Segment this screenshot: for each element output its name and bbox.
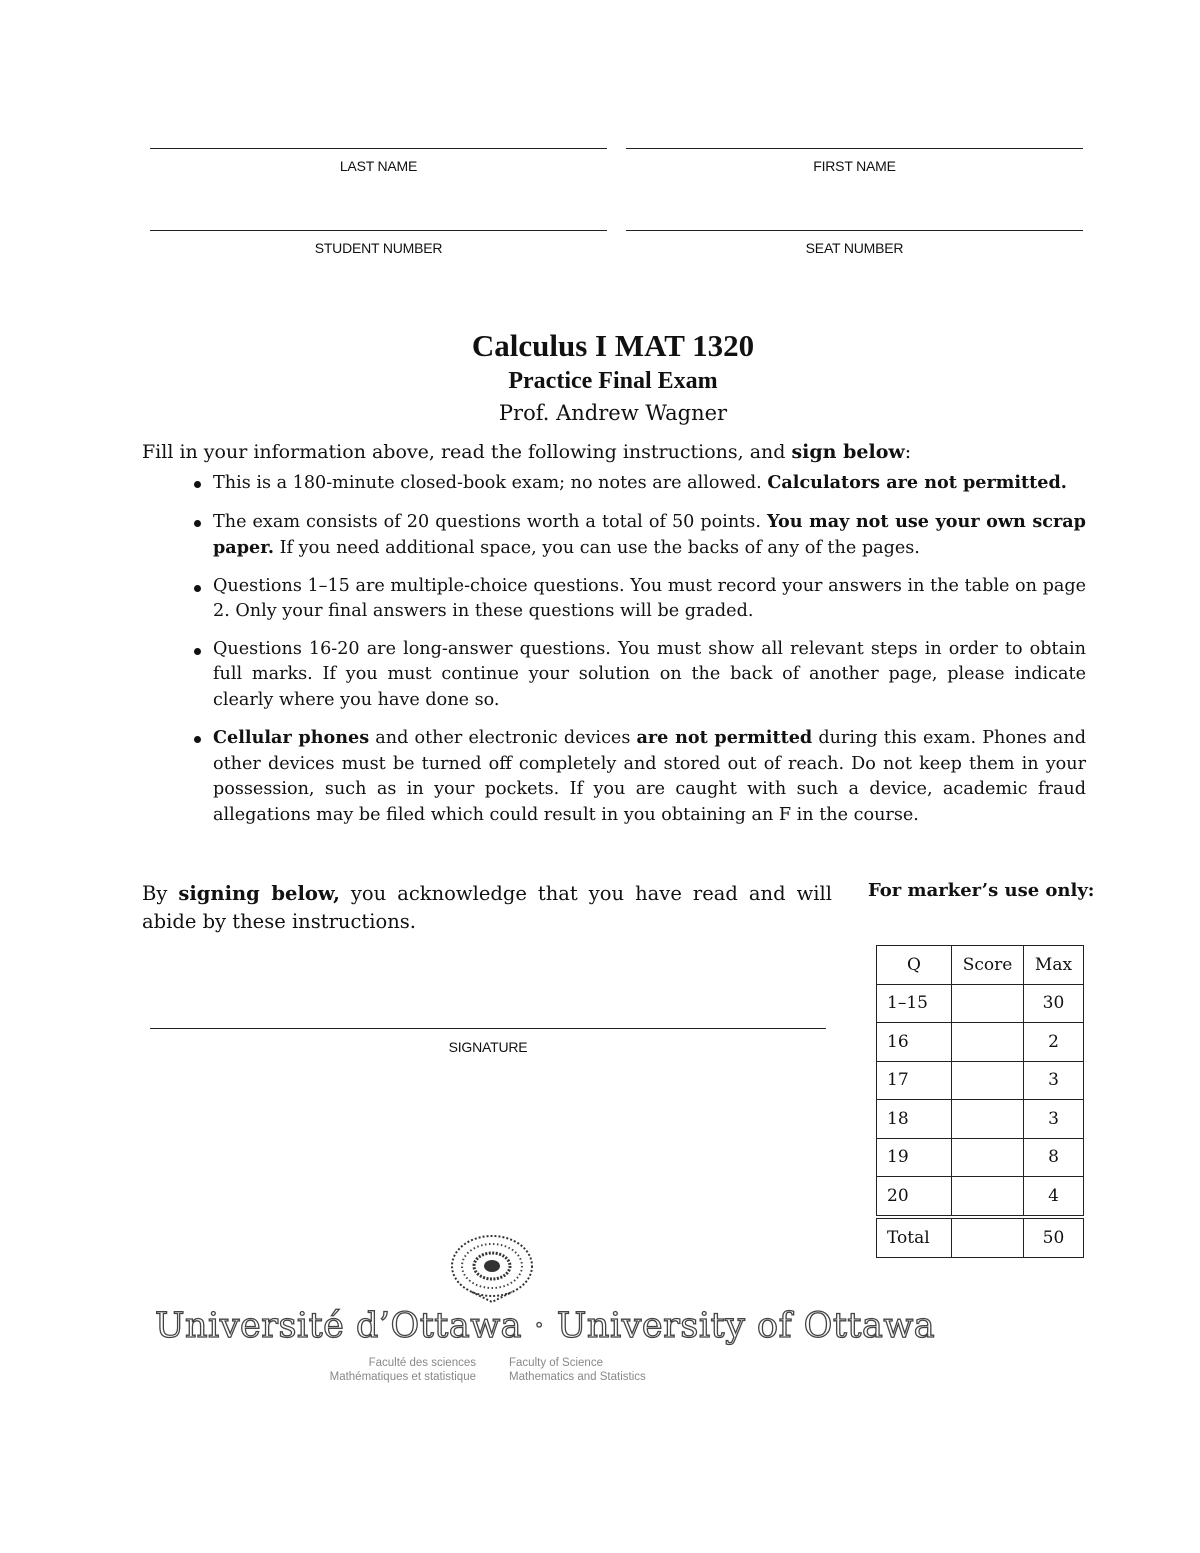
total-row: [877, 1217, 1084, 1258]
row-score[interactable]: [952, 1061, 1024, 1100]
student-number-label: STUDENT NUMBER: [314, 240, 443, 256]
row-score[interactable]: [952, 1177, 1024, 1217]
instructions-list: [190, 470, 1086, 840]
professor-name: Prof. Andrew Wagner: [498, 401, 728, 425]
total-label: Total: [877, 1217, 952, 1258]
seat-number-line[interactable]: [626, 230, 1083, 231]
exam-title: Calculus I MAT 1320: [471, 328, 755, 363]
intro-line: Fill in your information above, read the following instructions, and sign below:: [142, 441, 912, 463]
row-max: 30: [1024, 984, 1084, 1023]
header-score: Score: [952, 946, 1024, 985]
table-row: [877, 1061, 1084, 1100]
row-max: 8: [1024, 1138, 1084, 1177]
row-score[interactable]: [952, 1138, 1024, 1177]
row-q: 1–15: [877, 984, 952, 1023]
acknowledgement-text: By signing below, you acknowledge that you have read and will abide by these instructions.: [142, 882, 832, 933]
marker-table: [876, 945, 1084, 1258]
instruction-item: Questions 16-20 are long-answer questions. You must show all relevant steps in order to obtain full marks. If you must continue your solution on the back of another page, please indicate clearly where you have done so.: [190, 637, 1086, 714]
table-header-row: [877, 946, 1084, 985]
table-row: [877, 1023, 1084, 1062]
row-max: 4: [1024, 1177, 1084, 1217]
instruction-item: Questions 1–15 are multiple-choice questions. You must record your answers in the table on page 2. Only your final answers in these questions will be graded.: [190, 574, 1086, 625]
bullet-icon: [194, 481, 201, 488]
row-max: 2: [1024, 1023, 1084, 1062]
university-seal-icon: [447, 1230, 537, 1306]
last-name-line[interactable]: [150, 148, 607, 149]
row-score[interactable]: [952, 1023, 1024, 1062]
total-max: 50: [1024, 1217, 1084, 1258]
signature-line[interactable]: [150, 1028, 826, 1029]
header-max: Max: [1024, 946, 1084, 985]
row-max: 3: [1024, 1061, 1084, 1100]
row-q: 19: [877, 1138, 952, 1177]
row-q: 18: [877, 1100, 952, 1139]
faculty-english: Faculty of Science Mathematics and Statistics: [509, 1357, 646, 1383]
table-row: [877, 1177, 1084, 1217]
row-max: 3: [1024, 1100, 1084, 1139]
row-score[interactable]: [952, 1100, 1024, 1139]
table-row: [877, 1138, 1084, 1177]
instruction-item: This is a 180-minute closed-book exam; no notes are allowed. Calculators are not permitted.: [190, 470, 1086, 497]
bullet-icon: [194, 736, 201, 743]
row-q: 20: [877, 1177, 952, 1217]
bullet-icon: [194, 520, 201, 527]
header-q: Q: [877, 946, 952, 985]
total-score[interactable]: [952, 1217, 1024, 1258]
signature-label: SIGNATURE: [448, 1039, 528, 1055]
faculty-french: Faculté des sciences Mathématiques et statistique: [329, 1357, 476, 1383]
instruction-item: The exam consists of 20 questions worth a total of 50 points. You may not use your own scrap paper. If you need additional space, you can use the backs of any of the pages.: [190, 509, 1086, 562]
student-number-line[interactable]: [150, 230, 607, 231]
bullet-icon: [194, 585, 201, 592]
first-name-line[interactable]: [626, 148, 1083, 149]
row-score[interactable]: [952, 984, 1024, 1023]
table-row: [877, 1100, 1084, 1139]
marker-caption: For marker’s use only:: [868, 880, 1095, 901]
row-q: 17: [877, 1061, 952, 1100]
bullet-icon: [194, 648, 201, 655]
last-name-label: LAST NAME: [339, 158, 418, 174]
row-q: 16: [877, 1023, 952, 1062]
table-row: [877, 984, 1084, 1023]
university-logo: Université d’Ottawa · University of Ottawa: [155, 1306, 936, 1346]
instruction-item: Cellular phones and other electronic devices are not permitted during this exam. Phones and other devices must be turned off completely and stored out of reach. Do not keep them in your possession, such as in your pockets. If you are caught with such a device, academic fraud allegations may be filed which could result in you obtaining an F in the course.: [190, 725, 1086, 828]
first-name-label: FIRST NAME: [813, 158, 896, 174]
seat-number-label: SEAT NUMBER: [805, 240, 904, 256]
exam-subtitle: Practice Final Exam: [508, 368, 718, 394]
